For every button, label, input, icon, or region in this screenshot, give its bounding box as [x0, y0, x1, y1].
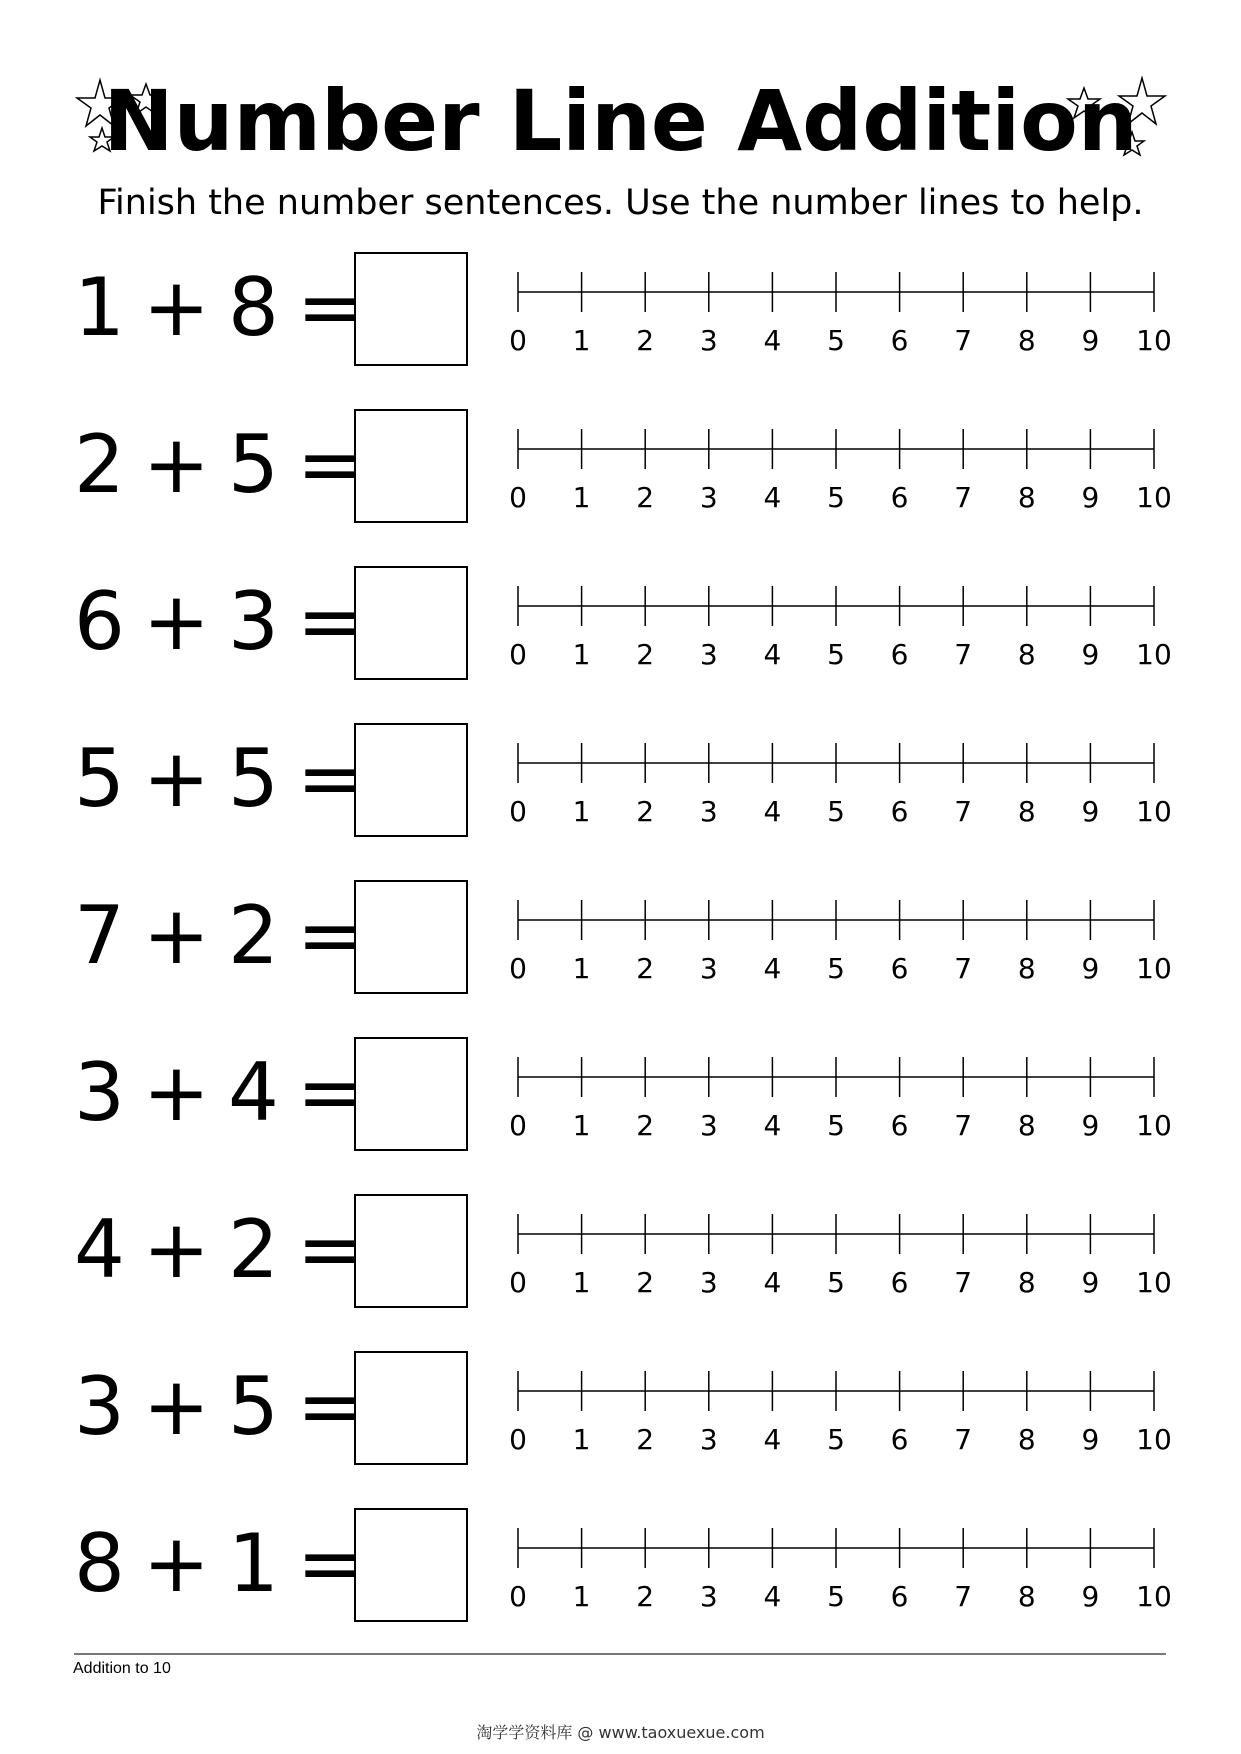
number-line-label: 0 [509, 952, 527, 985]
number-line-label: 7 [954, 1109, 973, 1142]
answer-box[interactable] [354, 409, 468, 523]
number-line-label: 3 [699, 1109, 718, 1142]
addend-b: 8 [227, 261, 279, 354]
equals-sign: = [296, 418, 364, 511]
number-line-label: 6 [890, 481, 909, 514]
number-sentence [74, 1033, 364, 1153]
number-line-label: 10 [1136, 1266, 1172, 1299]
addend-b: 2 [227, 1203, 279, 1296]
number-line-label: 8 [1017, 481, 1036, 514]
addend-b: 1 [227, 1517, 279, 1610]
number-sentence [74, 405, 364, 525]
plus-sign: + [142, 889, 210, 982]
number-line-label: 1 [572, 481, 591, 514]
number-line-label: 10 [1136, 1580, 1172, 1613]
answer-box[interactable] [354, 880, 468, 994]
number-line-label: 3 [699, 638, 718, 671]
answer-box[interactable] [354, 723, 468, 837]
number-line [498, 258, 1178, 358]
number-line-label: 2 [636, 324, 655, 357]
number-line-label: 6 [890, 1423, 909, 1456]
number-line-label: 4 [763, 1423, 782, 1456]
plus-sign: + [142, 418, 210, 511]
number-line-label: 0 [509, 1423, 527, 1456]
addend-b: 3 [227, 575, 279, 668]
number-line-label: 0 [509, 1580, 527, 1613]
number-line-label: 3 [699, 481, 718, 514]
number-line-label: 4 [763, 795, 782, 828]
number-line-label: 7 [954, 952, 973, 985]
number-line-label: 2 [636, 1423, 655, 1456]
number-line [498, 729, 1178, 829]
number-line-label: 9 [1081, 1109, 1100, 1142]
plus-sign: + [142, 1360, 210, 1453]
number-line-label: 5 [827, 952, 845, 985]
number-line-label: 4 [763, 324, 782, 357]
number-line-label: 1 [572, 1266, 591, 1299]
addend-a: 1 [74, 261, 125, 354]
footer-label: Addition to 10 [73, 1660, 171, 1677]
addend-a: 3 [74, 1360, 125, 1453]
number-line-label: 5 [827, 1580, 845, 1613]
number-line-label: 5 [827, 638, 845, 671]
page-title: Number Line Addition [103, 72, 1138, 170]
equals-sign: = [296, 1517, 364, 1610]
addend-a: 7 [74, 889, 125, 982]
number-line [498, 1357, 1178, 1457]
addend-b: 4 [227, 1046, 279, 1139]
number-line-label: 9 [1081, 1266, 1100, 1299]
number-line-label: 8 [1017, 1266, 1036, 1299]
number-line-label: 3 [699, 1266, 718, 1299]
number-sentence [74, 248, 364, 368]
equals-sign: = [296, 1360, 364, 1453]
number-line-label: 1 [572, 1580, 591, 1613]
instructions: Finish the number sentences. Use the number lines to help. [97, 183, 1144, 223]
number-line-label: 10 [1136, 795, 1172, 828]
plus-sign: + [142, 1517, 210, 1610]
number-line-label: 1 [572, 1109, 591, 1142]
answer-box[interactable] [354, 1037, 468, 1151]
plus-sign: + [142, 575, 210, 668]
number-line [498, 886, 1178, 986]
number-sentence [74, 719, 364, 839]
problem-row [0, 1347, 1241, 1467]
number-line-label: 2 [636, 481, 655, 514]
number-line-label: 3 [699, 795, 718, 828]
number-line-label: 9 [1081, 1423, 1100, 1456]
number-line-label: 1 [572, 795, 591, 828]
number-line-label: 5 [827, 324, 845, 357]
answer-box[interactable] [354, 1351, 468, 1465]
number-line-label: 2 [636, 952, 655, 985]
problem-row [0, 248, 1241, 368]
footer-credit: 淘学学资料库 @ www.taoxuexue.com [476, 1723, 765, 1742]
number-line-label: 8 [1017, 1423, 1036, 1456]
number-sentence [74, 562, 364, 682]
number-line-label: 7 [954, 1423, 973, 1456]
number-sentence [74, 1190, 364, 1310]
number-line [498, 1200, 1178, 1300]
answer-box[interactable] [354, 1508, 468, 1622]
number-line-label: 9 [1081, 952, 1100, 985]
plus-sign: + [142, 1046, 210, 1139]
number-line-label: 2 [636, 1109, 655, 1142]
addend-a: 8 [74, 1517, 125, 1610]
number-line-label: 5 [827, 1109, 845, 1142]
number-line-label: 8 [1017, 795, 1036, 828]
number-line-label: 3 [699, 1423, 718, 1456]
number-sentence [74, 1347, 364, 1467]
addend-b: 2 [227, 889, 279, 982]
number-line-label: 7 [954, 481, 973, 514]
number-line-label: 6 [890, 952, 909, 985]
number-line-label: 7 [954, 1266, 973, 1299]
number-line-label: 1 [572, 952, 591, 985]
number-line [498, 1514, 1178, 1614]
number-line-label: 7 [954, 795, 973, 828]
equals-sign: = [296, 261, 364, 354]
number-line-label: 2 [636, 1266, 655, 1299]
number-line-label: 5 [827, 481, 845, 514]
problem-row [0, 405, 1241, 525]
addend-a: 6 [74, 575, 125, 668]
number-line-label: 8 [1017, 952, 1036, 985]
number-line-label: 5 [827, 1266, 845, 1299]
number-line-label: 9 [1081, 638, 1100, 671]
number-line-label: 4 [763, 1266, 782, 1299]
number-line-label: 8 [1017, 324, 1036, 357]
equals-sign: = [296, 575, 364, 668]
number-line-label: 10 [1136, 324, 1172, 357]
number-line-label: 6 [890, 638, 909, 671]
number-line-label: 0 [509, 638, 527, 671]
number-line-label: 8 [1017, 1580, 1036, 1613]
problem-row [0, 876, 1241, 996]
number-line-label: 4 [763, 481, 782, 514]
number-line [498, 572, 1178, 672]
answer-box[interactable] [354, 566, 468, 680]
number-line-label: 7 [954, 1580, 973, 1613]
addend-b: 5 [227, 732, 279, 825]
number-sentence [74, 1504, 364, 1624]
number-line-label: 3 [699, 952, 718, 985]
number-line-label: 10 [1136, 952, 1172, 985]
addend-b: 5 [227, 1360, 279, 1453]
addend-a: 4 [74, 1203, 125, 1296]
number-line-label: 10 [1136, 481, 1172, 514]
addend-a: 3 [74, 1046, 125, 1139]
number-line-label: 1 [572, 1423, 591, 1456]
number-line-label: 0 [509, 1109, 527, 1142]
problem-row [0, 719, 1241, 839]
plus-sign: + [142, 261, 210, 354]
number-line-label: 2 [636, 795, 655, 828]
number-line-label: 2 [636, 638, 655, 671]
number-line-label: 4 [763, 952, 782, 985]
equals-sign: = [296, 1203, 364, 1296]
number-line-label: 7 [954, 324, 973, 357]
answer-box[interactable] [354, 1194, 468, 1308]
number-line-label: 10 [1136, 638, 1172, 671]
number-line-label: 9 [1081, 481, 1100, 514]
number-line-label: 6 [890, 1109, 909, 1142]
number-line-label: 9 [1081, 324, 1100, 357]
number-line-label: 3 [699, 1580, 718, 1613]
number-line-label: 1 [572, 324, 591, 357]
footer-divider [74, 1653, 1166, 1655]
problem-row [0, 1504, 1241, 1624]
problem-row [0, 562, 1241, 682]
equals-sign: = [296, 732, 364, 825]
number-line-label: 10 [1136, 1109, 1172, 1142]
number-line-label: 0 [509, 481, 527, 514]
number-line-label: 9 [1081, 1580, 1100, 1613]
number-line-label: 5 [827, 795, 845, 828]
plus-sign: + [142, 732, 210, 825]
number-line-label: 8 [1017, 638, 1036, 671]
problem-row [0, 1033, 1241, 1153]
number-line-label: 0 [509, 1266, 527, 1299]
addend-a: 2 [74, 418, 125, 511]
answer-box[interactable] [354, 252, 468, 366]
number-line-label: 6 [890, 1580, 909, 1613]
number-line-label: 8 [1017, 1109, 1036, 1142]
addend-a: 5 [74, 732, 125, 825]
number-line-label: 0 [509, 795, 527, 828]
number-line-label: 3 [699, 324, 718, 357]
number-line-label: 4 [763, 638, 782, 671]
equals-sign: = [296, 1046, 364, 1139]
number-sentence [74, 876, 364, 996]
number-line-label: 0 [509, 324, 527, 357]
number-line-label: 5 [827, 1423, 845, 1456]
number-line-label: 6 [890, 324, 909, 357]
number-line-label: 6 [890, 795, 909, 828]
number-line [498, 415, 1178, 515]
plus-sign: + [142, 1203, 210, 1296]
number-line-label: 9 [1081, 795, 1100, 828]
addend-b: 5 [227, 418, 279, 511]
number-line [498, 1043, 1178, 1143]
number-line-label: 7 [954, 638, 973, 671]
problem-row [0, 1190, 1241, 1310]
equals-sign: = [296, 889, 364, 982]
number-line-label: 1 [572, 638, 591, 671]
number-line-label: 2 [636, 1580, 655, 1613]
number-line-label: 6 [890, 1266, 909, 1299]
number-line-label: 4 [763, 1580, 782, 1613]
number-line-label: 4 [763, 1109, 782, 1142]
number-line-label: 10 [1136, 1423, 1172, 1456]
